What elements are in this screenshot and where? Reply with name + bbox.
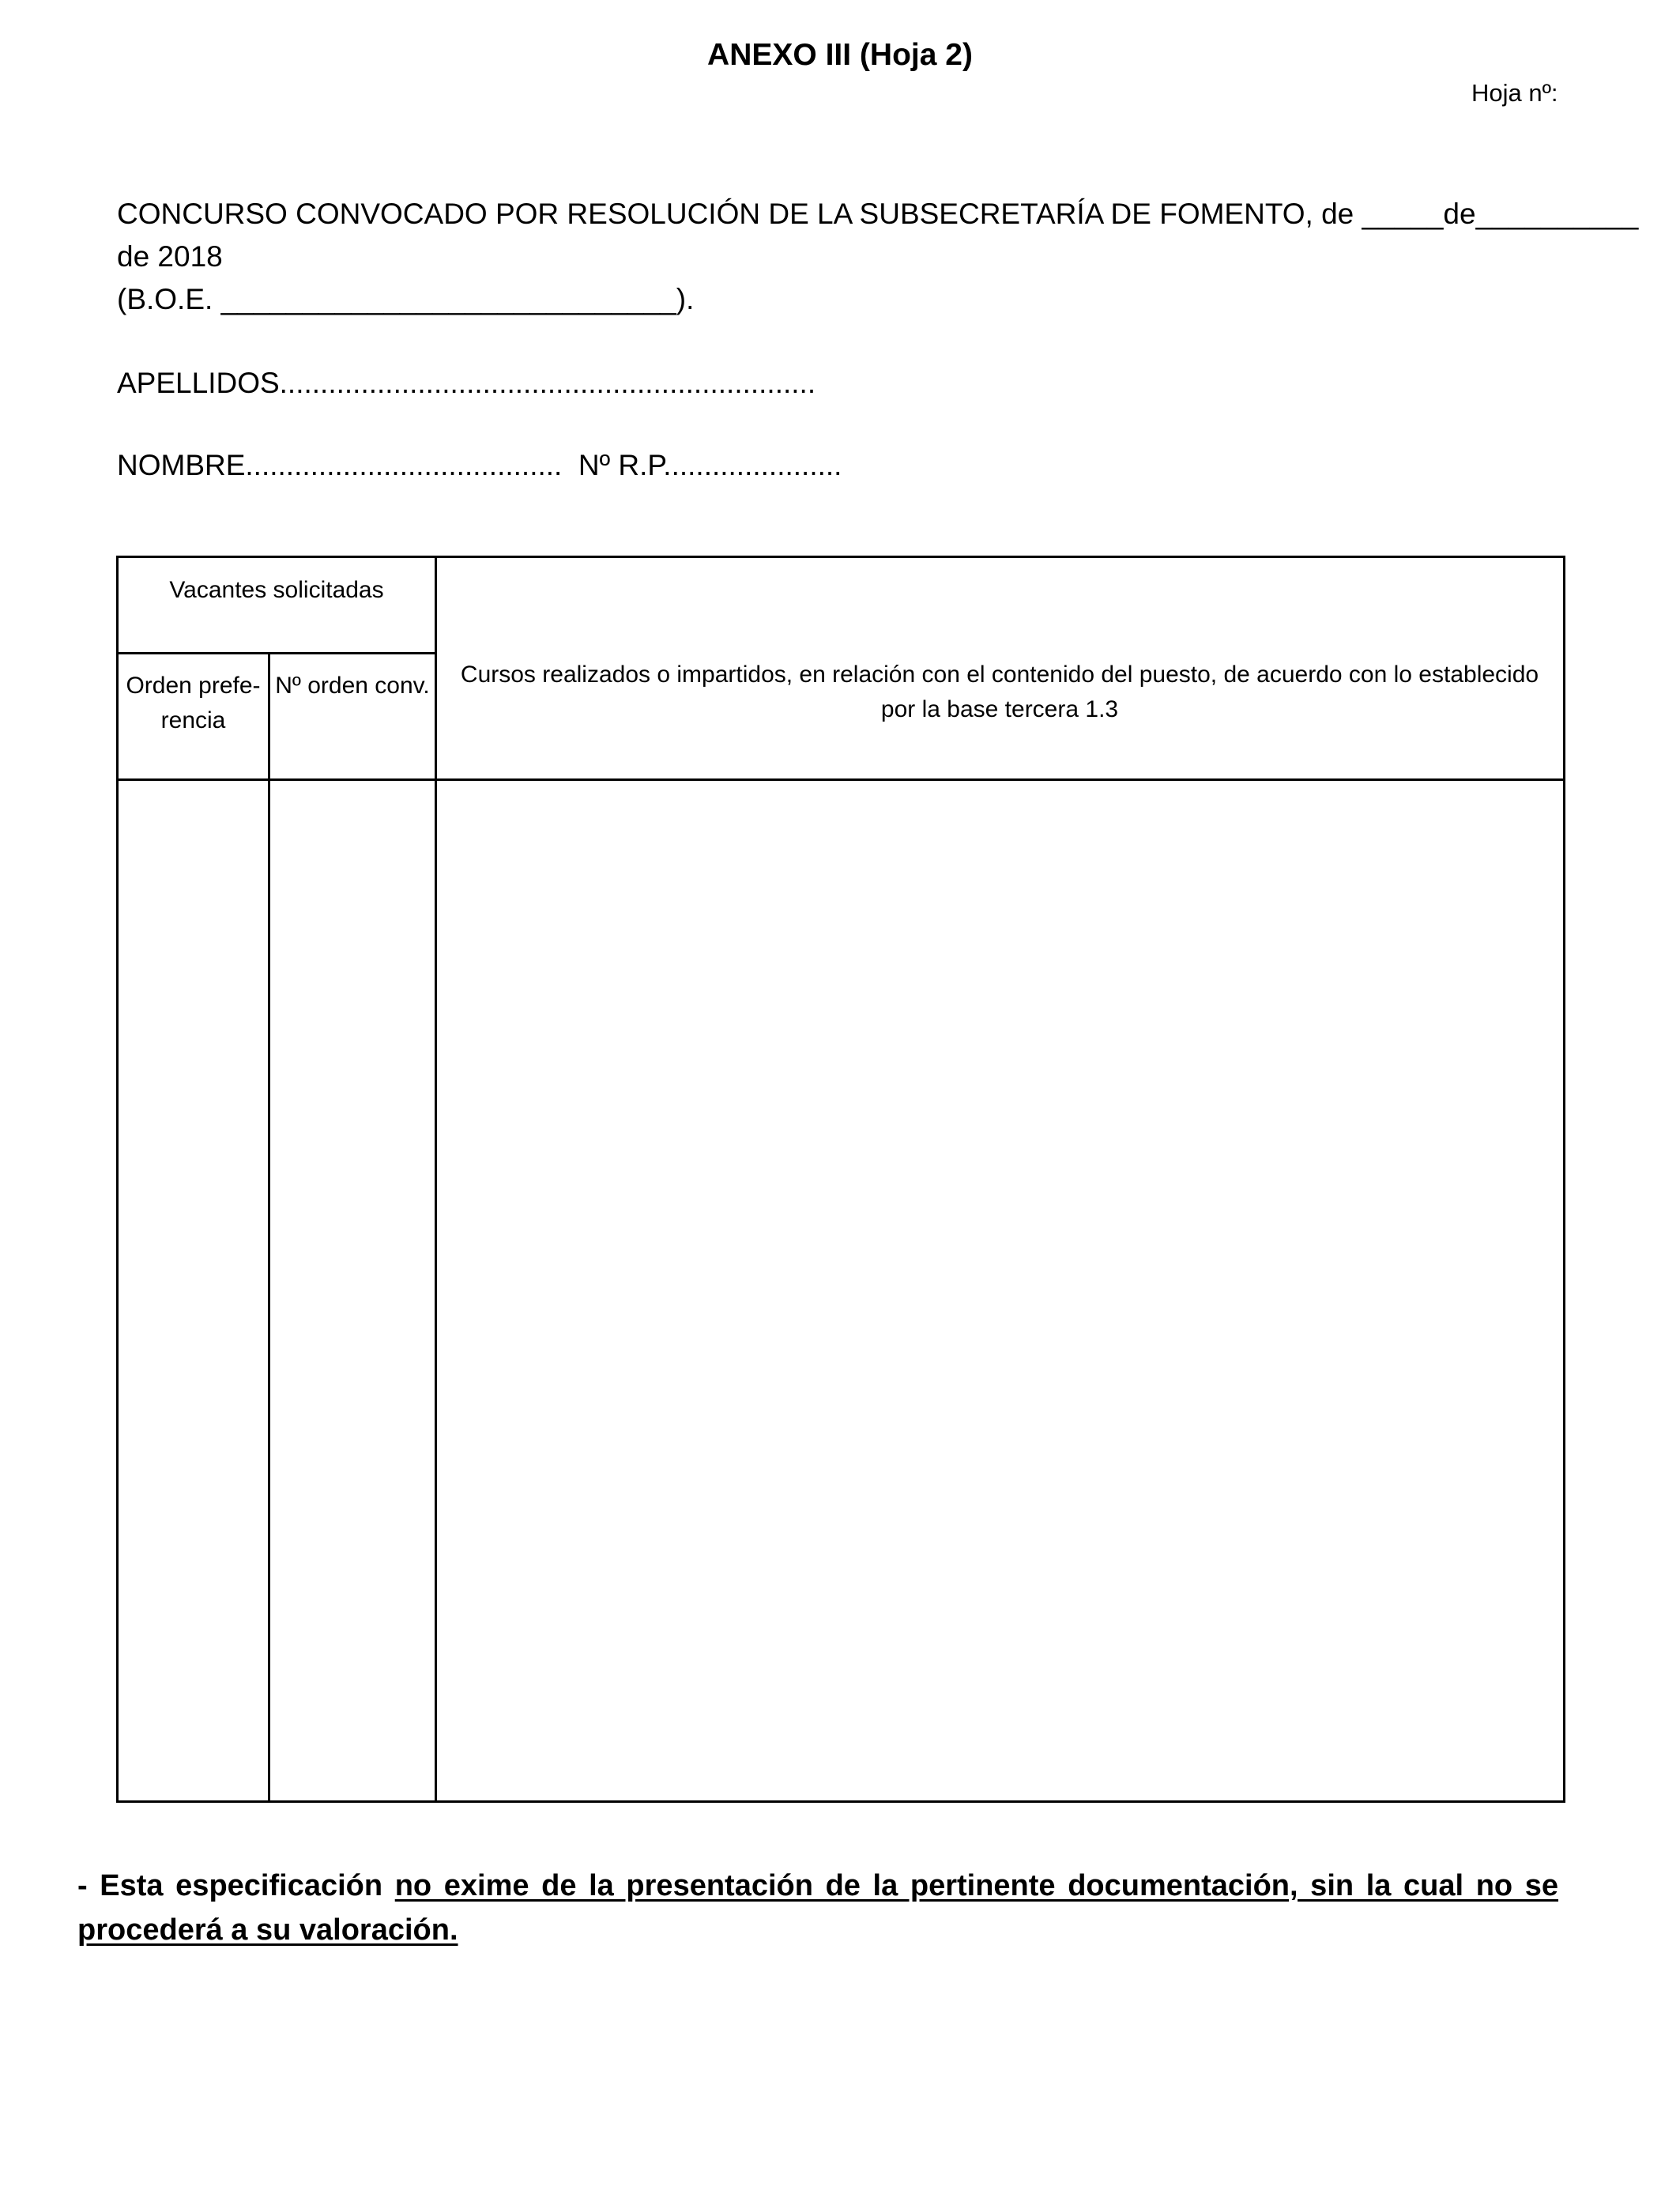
table-divider-sub xyxy=(268,652,270,1800)
header-orden-preferencia: Orden prefe- rencia xyxy=(126,673,261,733)
header-vacantes-solicitadas: Vacantes solicitadas xyxy=(169,577,384,603)
footer-note-prefix: - Esta especificación xyxy=(77,1869,383,1902)
contest-header-line-2: de 2018 xyxy=(117,240,223,273)
table-divider-header xyxy=(119,778,1563,781)
name-and-rp-field: NOMBRE....................................... Nº R.P...................... xyxy=(117,449,842,481)
courses-table xyxy=(116,556,1565,1803)
table-divider-main xyxy=(435,558,437,1800)
surname-field: APELLIDOS.................................................................. xyxy=(117,367,816,399)
header-numero-orden-convocatoria: Nº orden conv. xyxy=(275,673,430,699)
contest-header-line-1: CONCURSO CONVOCADO POR RESOLUCIÓN DE LA SUBSECRETARÍA DE FOMENTO, de _____de__________ xyxy=(117,198,1639,230)
boe-reference-line: (B.O.E. ____________________________). xyxy=(117,283,695,315)
footer-note-underlined: no exime de la presentación de la pertinente documentación, sin la cual no se procederá a su valoración. xyxy=(77,1869,1559,1947)
footer-note xyxy=(77,1864,1558,1952)
sheet-number-label: Hoja nº: xyxy=(1471,79,1558,107)
header-cursos-realizados: Cursos realizados o impartidos, en relación con el contenido del puesto, de acuerdo con lo establecido por la base tercera 1.3 xyxy=(460,662,1539,722)
table-divider-group-header xyxy=(119,652,435,654)
page-title: ANEXO III (Hoja 2) xyxy=(707,38,973,72)
